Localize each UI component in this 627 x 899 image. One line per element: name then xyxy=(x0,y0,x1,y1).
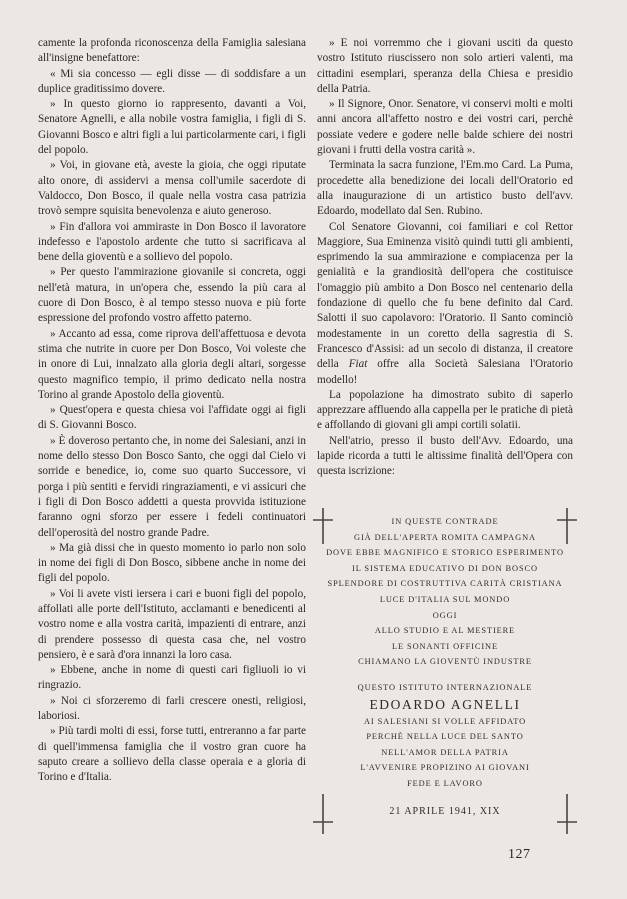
paragraph xyxy=(38,403,306,434)
corner-cross-bottom-left xyxy=(312,792,334,836)
paragraph xyxy=(317,158,573,219)
paragraph xyxy=(38,97,306,158)
corner-cross-bottom-right xyxy=(556,792,578,836)
inscription-line: GIÀ DELL'APERTA ROMITA CAMPAGNA xyxy=(354,532,536,542)
paragraph xyxy=(317,220,573,388)
inscription-text xyxy=(310,500,580,817)
inscription-line: OGGI xyxy=(432,610,458,620)
paragraph xyxy=(38,67,306,98)
inscription-line: LE SONANTI OFFICINE xyxy=(392,641,498,651)
corner-cross-top-right xyxy=(556,506,578,546)
italic-word: Fiat xyxy=(348,358,368,371)
paragraph xyxy=(38,265,306,326)
right-column xyxy=(317,36,573,480)
paragraph-text: » Accanto ad essa, come riprova dell'affettuosa e devota stima che nutrite in cuore per Don Bosco, Voi voleste che in onore di Lui, innalzato alla gloria degli altari, sorgesse questo magnifico tempio, il primo dedicato nella nostra Torino al grande Apostolo della gioventù. xyxy=(38,327,306,401)
paragraph-text: » In questo giorno io rappresento, davanti a Voi, Senatore Agnelli, e alla nobile vostra famiglia, i figli di S. Giovanni Bosco e altri figli a lui particolarmente cari, i figli del popolo. xyxy=(38,98,306,157)
paragraph-text: » Quest'opera e questa chiesa voi l'affidate oggi ai figli di S. Giovanni Bosco. xyxy=(38,404,306,432)
paragraph xyxy=(317,434,573,480)
paragraph-text: Nell'atrio, presso il busto dell'Avv. Edoardo, una lapide ricorda a tutti le altissime finalità dell'Opera con questa iscrizione: xyxy=(317,434,573,478)
left-column xyxy=(38,36,306,786)
inscription-line: L'AVVENIRE PROPIZINO AI GIOVANI xyxy=(360,763,530,773)
inscription-epigraph xyxy=(310,500,580,845)
paragraph xyxy=(317,388,573,434)
inscription-line: LUCE D'ITALIA SUL MONDO xyxy=(379,594,511,604)
paragraph-text-continued: offre alla Società Salesiana l'Oratorio modello! xyxy=(317,358,573,386)
paragraph-text: » Più tardi molti di essi, forse tutti, entreranno a far parte di quell'immensa famiglia che il vostro gran cuore ha saputo creare a sollievo della classe operaia e a gloria di Torino e d'Italia. xyxy=(38,725,306,784)
paragraph xyxy=(38,434,306,541)
paragraph-text: » Noi ci sforzeremo di farli crescere onesti, religiosi, laboriosi. xyxy=(38,694,306,723)
inscription-line: PERCHÈ NELLA LUCE DEL SANTO xyxy=(366,732,524,742)
inscription-line: IN QUESTE CONTRADE xyxy=(391,517,499,526)
paragraph-text: » Ebbene, anche in nome di questi cari figliuoli io vi ringrazio. xyxy=(38,664,306,692)
inscription-line: IL SISTEMA EDUCATIVO DI DON BOSCO xyxy=(352,563,538,573)
inscription-dedicatee-name: EDOARDO AGNELLI xyxy=(369,696,521,712)
inscription-line: SPLENDORE DI COSTRUTTIVA CARITÀ CRISTIANA xyxy=(327,579,563,589)
paragraph xyxy=(38,724,306,785)
inscription-date: 21 APRILE 1941, XIX xyxy=(389,805,501,817)
paragraph-text: La popolazione ha dimostrato subito di saperlo apprezzare affluendo alla cappella per le pratiche di pietà e affollando di giovani gli ampi cortili solatii. xyxy=(317,388,573,432)
page-number: 127 xyxy=(508,847,531,862)
paragraph-text: camente la profonda riconoscenza della Famiglia salesiana all'insigne benefattore: xyxy=(38,37,306,65)
paragraph xyxy=(317,36,573,97)
paragraph-text: » Il Signore, Onor. Senatore, vi conservi molti e molti anni ancora all'affetto nostro e dei vostri cari, perchè possiate vedere e godere nelle balde schiere dei nostri giovani i frutti della vostra carità ». xyxy=(317,98,573,157)
inscription-line: DOVE EBBE MAGNIFICO E STORICO ESPERIMENTO xyxy=(326,548,564,558)
paragraph xyxy=(38,694,306,725)
inscription-intro-line: QUESTO ISTITUTO INTERNAZIONALE xyxy=(357,682,533,692)
paragraph-text: » È doveroso pertanto che, in nome dei Salesiani, anzi in nome dello stesso Don Bosco Santo, che oggi dal Cielo vi sorride e benedice, io, come suo quarto Successore, vi porga i più sentiti e fervidi ringraziamenti, e vi assicuri che i figli di Don Bosco addetti a questa provvida istituzione faranno ogni sforzo per essere i fedeli continuatori dell'operosità del nostro grande Padre. xyxy=(38,434,306,539)
inscription-line: CHIAMANO LA GIOVENTÙ INDUSTRE xyxy=(358,657,532,667)
paragraph-text: » Voi li avete visti iersera i cari e buoni figli del popolo, affollati alle porte dell'Istituto, acclamanti e benedicenti al vostro nome e alla vostra carità, impazienti di entrare, anzi di prendere possesso di questa casa che, nel vostro pensiero, è e sarà d'ora innanzi la loro casa. xyxy=(38,587,306,661)
inscription-line: ALLO STUDIO E AL MESTIERE xyxy=(374,626,516,636)
paragraph xyxy=(38,36,306,67)
paragraph xyxy=(38,220,306,266)
inscription-block-second xyxy=(310,714,580,792)
paragraph-text: » E noi vorremmo che i giovani usciti da questo vostro Istituto riuscissero non solo artieri valenti, ma cittadini esemplari, speranza della Chiesa e presidio della Patria. xyxy=(317,37,573,95)
corner-cross-top-left xyxy=(312,506,334,546)
paragraph-text: » Fin d'allora voi ammiraste in Don Bosco il lavoratore indefesso e l'apostolo ardente che tutto si sacrificava al bene della gioventù e a sollievo del popolo. xyxy=(38,220,306,264)
inscription-line: AI SALESIANI SI VOLLE AFFIDATO xyxy=(363,716,527,726)
paragraph xyxy=(38,327,306,403)
paragraph-text: » Ma già dissi che in questo momento io parlo non solo in nome dei figli di Don Bosco, sibbene anche in nome dei figli del popolo. xyxy=(38,541,306,585)
paragraph xyxy=(38,541,306,587)
inscription-block-first xyxy=(310,514,580,670)
paragraph-text: » Per questo l'ammirazione giovanile si concreta, oggi nell'età matura, in un'opera che, essendo la più cara al cuore di Don Bosco, è al tempo stesso nuova e più forte espressione del profondo vostro affetto paterno. xyxy=(38,266,306,325)
paragraph xyxy=(38,158,306,219)
paragraph xyxy=(38,587,306,663)
inscription-line: NELL'AMOR DELLA PATRIA xyxy=(381,747,509,757)
paragraph-text: Col Senatore Giovanni, coi familiari e col Rettor Maggiore, Sua Eminenza visitò quindi tutti gli ambienti, esprimendo la sua ammirazione e compiacenza per la genialità e la grandiosità dell'opera che costituisce l'omaggio più ambito a Don Bosco nel centenario della fondazione di quello che fu bene definito dal Card. Salotti il suo capolavoro: l'Oratorio. Il Santo cominciò modestamente in un coretto della sagrestia di S. Francesco d'Assisi: ad un secolo di distanza, il creatore della xyxy=(317,220,573,371)
paragraph xyxy=(317,97,573,158)
paragraph xyxy=(38,663,306,694)
inscription-line: FEDE E LAVORO xyxy=(407,778,483,788)
paragraph-text: » Voi, in giovane età, aveste la gioia, che oggi riputate alto onore, di assidervi a mensa coll'umile sacerdote di Valdocco, Don Bosco, il quale nella vostra casa patrizia trovò sempre squisita benevolenza e aiuto generoso. xyxy=(38,159,306,218)
paragraph-text: « Mi sia concesso — egli disse — di soddisfare a un duplice graditissimo dovere. xyxy=(38,67,306,95)
paragraph-text: Terminata la sacra funzione, l'Em.mo Card. La Puma, procedette alla benedizione dei locali dell'Oratorio ed alla inaugurazione di un artistico busto dell'avv. Edoardo, modellato dal Sen. Rubino. xyxy=(317,159,573,218)
